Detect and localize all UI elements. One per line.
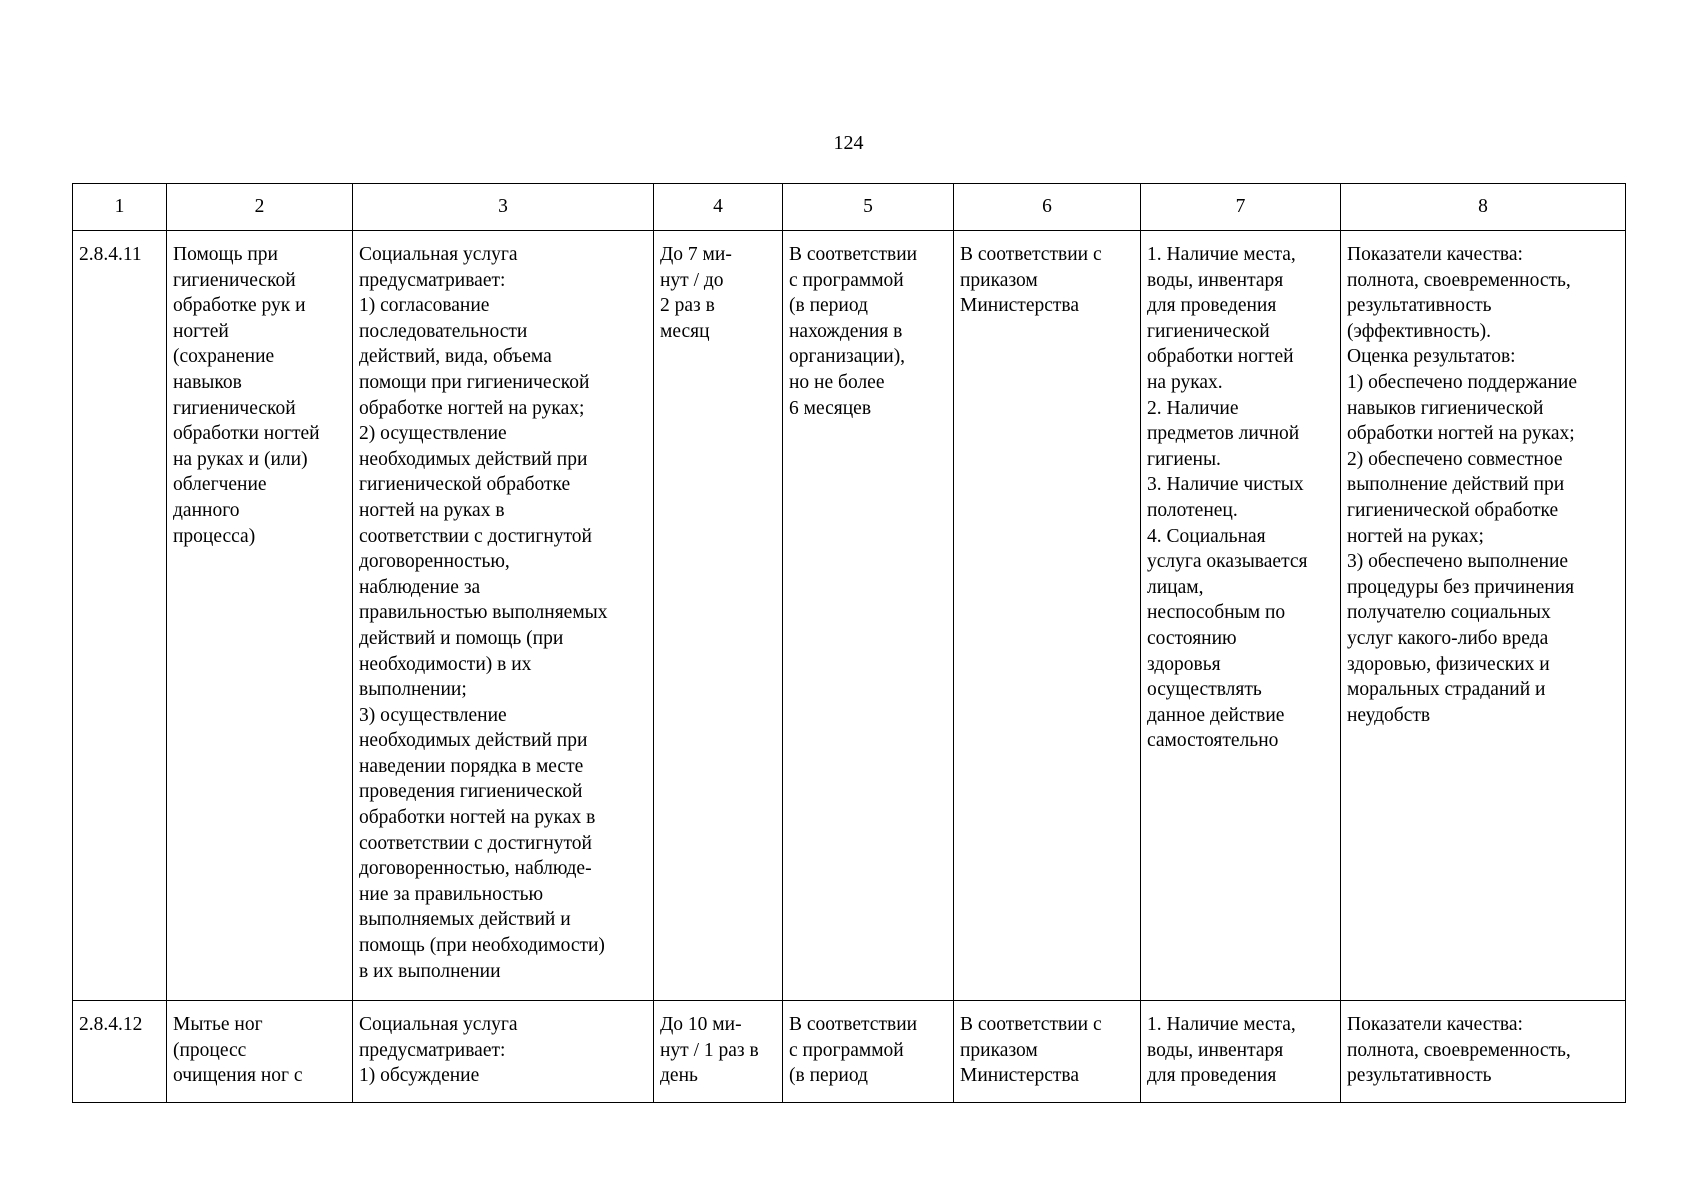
services-table xyxy=(72,183,1626,1103)
cell-quality-indicators xyxy=(1341,1001,1626,1103)
cell-text-line: предусматривает: xyxy=(359,269,506,291)
cell-text-line: последовательности xyxy=(359,320,528,342)
cell-text-line: предусматривает: xyxy=(359,1039,506,1061)
column-header: 1 xyxy=(73,184,167,231)
cell-text-line: очищения ног с xyxy=(173,1065,303,1087)
cell-text-line: неудобств xyxy=(1347,704,1431,726)
cell-text-line: В соответствии с xyxy=(960,1014,1102,1035)
page-number: 124 xyxy=(833,132,864,154)
cell-text-line: До 10 ми- xyxy=(660,1014,742,1035)
cell-text-line: предметов личной xyxy=(1147,423,1300,445)
cell-text-line: обработки ногтей xyxy=(1147,346,1294,368)
cell-text-line: обработки ногтей на руках в xyxy=(359,807,596,829)
cell-text-line: 2 раз в xyxy=(660,295,715,317)
cell-text-line: но не более xyxy=(789,371,885,393)
cell-text-line: договоренностью, xyxy=(359,551,510,573)
cell-text-line: 1) согласование xyxy=(359,295,490,317)
cell-text-line: навыков xyxy=(173,371,242,393)
cell-text-line: 4. Социальная xyxy=(1147,525,1266,547)
cell-quality-indicators xyxy=(1341,231,1626,1001)
cell-text-line: Министерства xyxy=(960,1065,1080,1087)
cell-text-line: Помощь при xyxy=(173,244,278,265)
cell-text-line: гигиенической xyxy=(173,269,296,291)
cell-text-line: действий, вида, объема xyxy=(359,346,552,368)
cell-text-line: помощь (при необходимости) xyxy=(359,935,605,957)
cell-text-line: действий и помощь (при xyxy=(359,627,564,649)
cell-text-line: приказом xyxy=(960,1039,1038,1061)
cell-text-line: результативность xyxy=(1347,1065,1492,1087)
cell-text-line: на руках и (или) xyxy=(173,448,308,470)
cell-term xyxy=(783,231,954,1001)
cell-text-line: До 7 ми- xyxy=(660,244,732,265)
cell-text-line: день xyxy=(660,1065,698,1087)
cell-duration xyxy=(654,231,783,1001)
cell-text-line: облегчение xyxy=(173,474,267,496)
cell-text-line: организации), xyxy=(789,346,906,368)
cell-text-line: В соответствии xyxy=(789,1014,918,1035)
column-header: 6 xyxy=(954,184,1141,231)
cell-text-line: моральных страданий и xyxy=(1347,679,1546,701)
cell-text-line: полотенец. xyxy=(1147,499,1238,521)
cell-text-line: здоровью, физических и xyxy=(1347,653,1550,675)
cell-text-line: 3. Наличие чистых xyxy=(1147,474,1304,496)
cell-text-line: наблюдение за xyxy=(359,576,481,598)
cell-text-line: ногтей xyxy=(173,320,229,342)
column-header: 7 xyxy=(1141,184,1341,231)
cell-text-line: гигиены. xyxy=(1147,448,1221,470)
cell-tariff xyxy=(954,231,1141,1001)
table-header-row xyxy=(73,184,1626,231)
cell-text-line: самостоятельно xyxy=(1147,730,1279,752)
cell-conditions xyxy=(1141,1001,1341,1103)
cell-text-line: 3) обеспечено выполнение xyxy=(1347,551,1569,573)
cell-text-line: в их выполнении xyxy=(359,960,501,982)
cell-text-line: нут / 1 раз в xyxy=(660,1039,759,1061)
cell-text-line: нахождения в xyxy=(789,320,903,342)
cell-text-line: здоровья xyxy=(1147,653,1221,675)
cell-duration xyxy=(654,1001,783,1103)
cell-text-line: для проведения xyxy=(1147,1065,1277,1087)
cell-text-line: Оценка результатов: xyxy=(1347,346,1516,368)
cell-text-line: гигиенической xyxy=(1147,320,1270,342)
cell-text-line: нут / до xyxy=(660,269,724,291)
cell-text-line: обработки ногтей xyxy=(173,423,320,445)
cell-text-line: В соответствии с xyxy=(960,244,1102,265)
cell-text-line: гигиенической xyxy=(173,397,296,419)
cell-term xyxy=(783,1001,954,1103)
cell-code xyxy=(73,231,167,1001)
cell-text-line: неспособным по xyxy=(1147,602,1286,624)
cell-text-line: 2.8.4.11 xyxy=(79,244,142,265)
cell-text-line: (процесс xyxy=(173,1039,247,1061)
cell-code xyxy=(73,1001,167,1103)
cell-text-line: (эффективность). xyxy=(1347,320,1492,342)
cell-text-line: гигиенической обработке xyxy=(1347,499,1559,521)
cell-service-name xyxy=(167,231,353,1001)
column-header: 8 xyxy=(1341,184,1626,231)
cell-text-line: необходимых действий при xyxy=(359,730,588,752)
cell-text-line: состоянию xyxy=(1147,627,1237,649)
cell-text-line: ногтей на руках в xyxy=(359,499,505,521)
cell-service-description xyxy=(353,231,654,1001)
cell-text-line: обработке ногтей на руках; xyxy=(359,397,585,419)
cell-text-line: 1) обеспечено поддержание xyxy=(1347,371,1577,393)
cell-text-line: Показатели качества: xyxy=(1347,1014,1523,1035)
column-header: 5 xyxy=(783,184,954,231)
cell-text-line: для проведения xyxy=(1147,295,1277,317)
cell-text-line: 2) обеспечено совместное xyxy=(1347,448,1563,470)
cell-text-line: 1) обсуждение xyxy=(359,1065,480,1087)
cell-text-line: данного xyxy=(173,499,240,521)
cell-text-line: услуга оказывается xyxy=(1147,551,1308,573)
cell-text-line: правильностью выполняемых xyxy=(359,602,608,624)
cell-text-line: 3) осуществление xyxy=(359,704,507,726)
column-header: 2 xyxy=(167,184,353,231)
cell-text-line: выполняемых действий и xyxy=(359,909,571,931)
cell-text-line: проведения гигиенической xyxy=(359,781,583,803)
cell-text-line: приказом xyxy=(960,269,1038,291)
cell-text-line: полнота, своевременность, xyxy=(1347,1039,1571,1061)
cell-text-line: с программой xyxy=(789,269,904,291)
cell-text-line: данное действие xyxy=(1147,704,1285,726)
cell-text-line: 2.8.4.12 xyxy=(79,1014,143,1035)
cell-text-line: (в период xyxy=(789,295,868,317)
cell-text-line: необходимости) в их xyxy=(359,653,532,675)
cell-text-line: процедуры без причинения xyxy=(1347,576,1575,598)
cell-service-description xyxy=(353,1001,654,1103)
cell-tariff xyxy=(954,1001,1141,1103)
cell-text-line: гигиенической обработке xyxy=(359,474,571,496)
cell-text-line: Показатели качества: xyxy=(1347,244,1523,265)
cell-text-line: Мытье ног xyxy=(173,1014,263,1035)
cell-text-line: 2) осуществление xyxy=(359,423,507,445)
cell-text-line: навыков гигиенической xyxy=(1347,397,1544,419)
cell-conditions xyxy=(1141,231,1341,1001)
cell-service-name xyxy=(167,1001,353,1103)
cell-text-line: 6 месяцев xyxy=(789,397,872,419)
cell-text-line: процесса) xyxy=(173,525,256,547)
cell-text-line: лицам, xyxy=(1147,576,1204,598)
cell-text-line: Социальная услуга xyxy=(359,1014,518,1035)
column-header: 3 xyxy=(353,184,654,231)
table-row xyxy=(73,1001,1626,1103)
column-header: 4 xyxy=(654,184,783,231)
cell-text-line: 2. Наличие xyxy=(1147,397,1239,419)
cell-text-line: выполнении; xyxy=(359,679,467,701)
cell-text-line: получателю социальных xyxy=(1347,602,1551,624)
cell-text-line: ногтей на руках; xyxy=(1347,525,1484,547)
cell-text-line: ние за правильностью xyxy=(359,883,544,905)
cell-text-line: В соответствии xyxy=(789,244,918,265)
cell-text-line: необходимых действий при xyxy=(359,448,588,470)
table-row xyxy=(73,231,1626,1001)
cell-text-line: месяц xyxy=(660,320,710,342)
cell-text-line: выполнение действий при xyxy=(1347,474,1565,496)
cell-text-line: (сохранение xyxy=(173,346,275,368)
cell-text-line: обработки ногтей на руках; xyxy=(1347,423,1575,445)
cell-text-line: полнота, своевременность, xyxy=(1347,269,1571,291)
cell-text-line: соответствии с достигнутой xyxy=(359,832,592,854)
cell-text-line: воды, инвентаря xyxy=(1147,269,1284,291)
cell-text-line: осуществлять xyxy=(1147,679,1262,701)
cell-text-line: результативность xyxy=(1347,295,1492,317)
cell-text-line: Министерства xyxy=(960,295,1080,317)
cell-text-line: с программой xyxy=(789,1039,904,1061)
cell-text-line: обработке рук и xyxy=(173,295,306,317)
cell-text-line: 1. Наличие места, xyxy=(1147,1014,1296,1035)
cell-text-line: услуг какого-либо вреда xyxy=(1347,627,1549,649)
cell-text-line: Социальная услуга xyxy=(359,244,518,265)
cell-text-line: воды, инвентаря xyxy=(1147,1039,1284,1061)
cell-text-line: помощи при гигиенической xyxy=(359,371,590,393)
cell-text-line: соответствии с достигнутой xyxy=(359,525,592,547)
cell-text-line: на руках. xyxy=(1147,371,1223,393)
cell-text-line: 1. Наличие места, xyxy=(1147,244,1296,265)
cell-text-line: наведении порядка в месте xyxy=(359,755,584,777)
cell-text-line: (в период xyxy=(789,1065,868,1087)
cell-text-line: договоренностью, наблюде- xyxy=(359,858,592,880)
